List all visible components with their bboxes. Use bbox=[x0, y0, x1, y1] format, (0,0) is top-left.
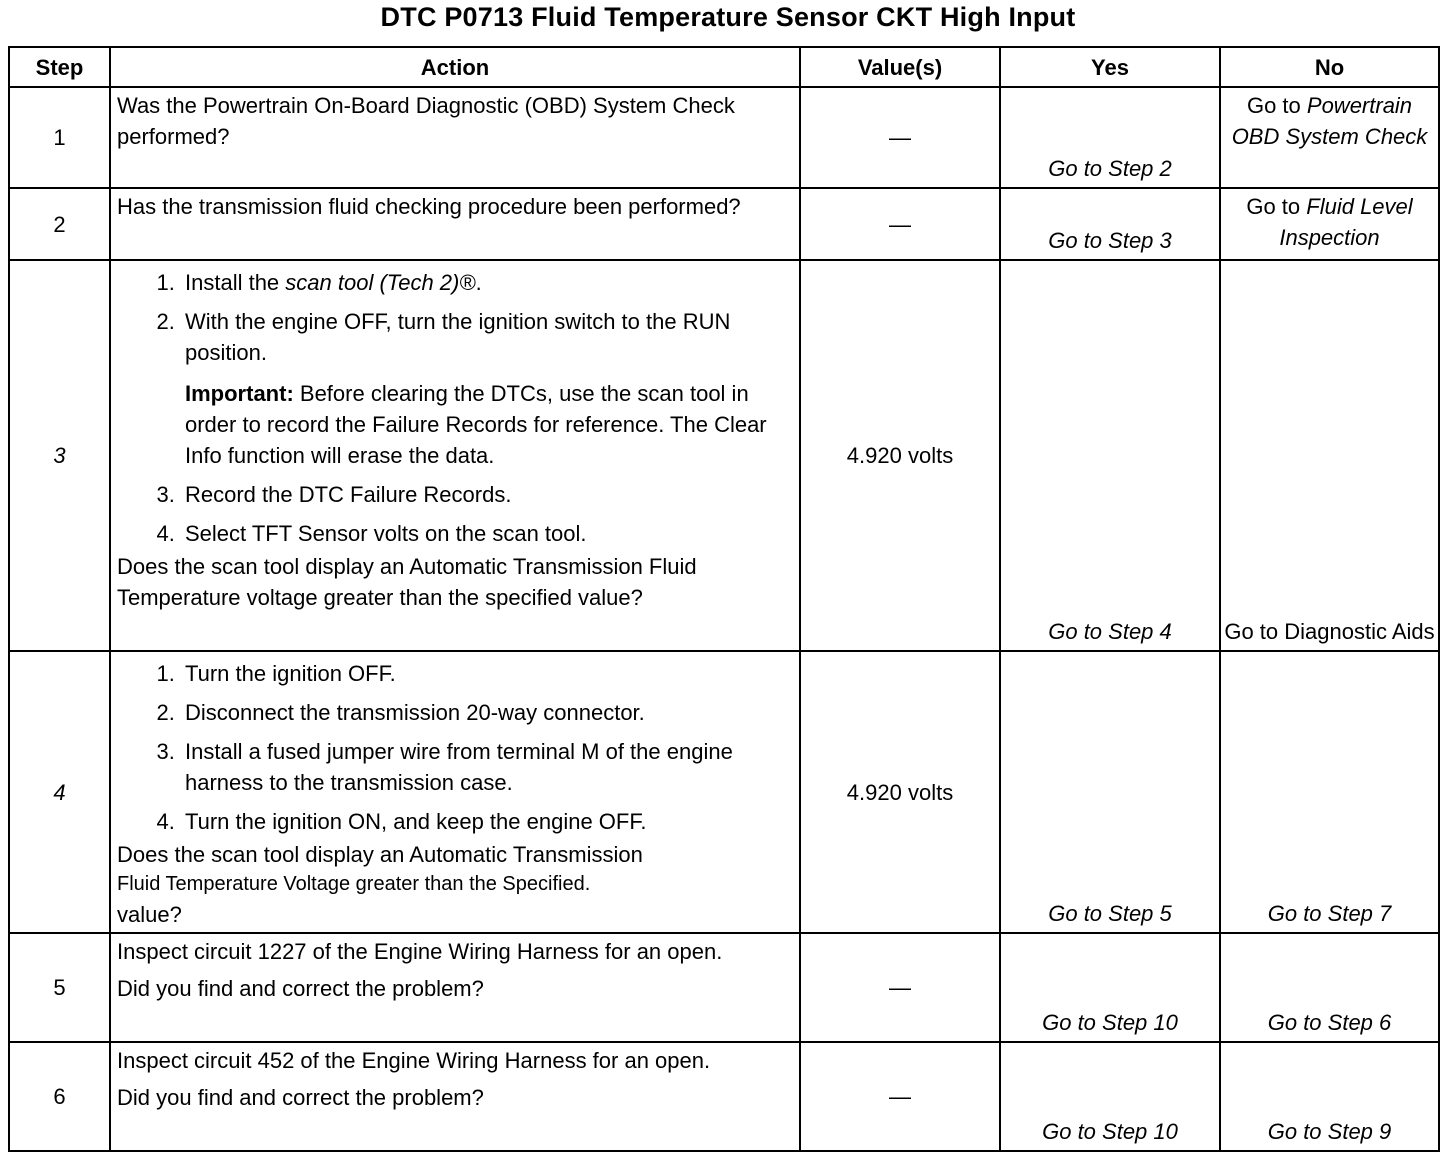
step-number: 1 bbox=[9, 87, 110, 188]
list-item: 2. Disconnect the transmission 20-way connector. bbox=[181, 697, 793, 728]
list-item: 3. Install a fused jumper wire from terminal M of the engine harness to the transmission case. bbox=[181, 736, 793, 798]
table-row-step-4 bbox=[9, 651, 1439, 933]
yes-link[interactable]: Go to Step 2 bbox=[1000, 87, 1220, 188]
action-cell bbox=[110, 1042, 800, 1151]
yes-link[interactable]: Go to Step 3 bbox=[1000, 188, 1220, 260]
header-row bbox=[9, 47, 1439, 87]
action-question: Did you find and correct the problem? bbox=[117, 976, 484, 1001]
no-link[interactable]: Go to Powertrain OBD System Check bbox=[1220, 87, 1439, 188]
header-values: Value(s) bbox=[800, 47, 1000, 87]
page-title: DTC P0713 Fluid Temperature Sensor CKT High Input bbox=[380, 2, 1076, 32]
list-item: 4. Select TFT Sensor volts on the scan tool. bbox=[181, 518, 793, 549]
header-no: No bbox=[1220, 47, 1439, 87]
action-steps-list bbox=[117, 658, 793, 837]
step-number: 5 bbox=[9, 933, 110, 1042]
yes-link[interactable]: Go to Step 4 bbox=[1000, 260, 1220, 651]
action-question-line: Does the scan tool display an Automatic Transmission bbox=[117, 842, 643, 867]
header-yes: Yes bbox=[1000, 47, 1220, 87]
table-row-step-6 bbox=[9, 1042, 1439, 1151]
action-text: Inspect circuit 452 of the Engine Wiring Harness for an open. bbox=[117, 1048, 711, 1073]
action-question-line: Fluid Temperature Voltage greater than the Specified. bbox=[117, 873, 591, 895]
no-link[interactable]: Go to Step 9 bbox=[1220, 1042, 1439, 1151]
list-item: 4. Turn the ignition ON, and keep the engine OFF. bbox=[181, 806, 793, 837]
value-cell: — bbox=[800, 933, 1000, 1042]
table-row-step-2 bbox=[9, 188, 1439, 260]
no-link[interactable]: Go to Diagnostic Aids bbox=[1220, 260, 1439, 651]
value-cell: 4.920 volts bbox=[800, 651, 1000, 933]
step-number: 3 bbox=[9, 260, 110, 651]
action-question-line: value? bbox=[117, 902, 182, 927]
action-text: Was the Powertrain On-Board Diagnostic (OBD) System Check performed? bbox=[110, 87, 800, 188]
value-cell: — bbox=[800, 188, 1000, 260]
action-question: Did you find and correct the problem? bbox=[117, 1085, 484, 1110]
yes-link[interactable]: Go to Step 10 bbox=[1000, 933, 1220, 1042]
step-number: 6 bbox=[9, 1042, 110, 1151]
header-action: Action bbox=[110, 47, 800, 87]
action-cell bbox=[110, 651, 800, 933]
no-link[interactable]: Go to Step 6 bbox=[1220, 933, 1439, 1042]
diagnostic-table bbox=[8, 46, 1440, 1152]
step-number: 4 bbox=[9, 651, 110, 933]
list-item: 2. With the engine OFF, turn the ignition switch to the RUN position. Important: Before clearing the DTCs, use the scan tool in order to record the Failure Records for reference. The Clear Info function will erase the data. bbox=[181, 306, 793, 471]
table-row-step-3 bbox=[9, 260, 1439, 651]
action-question: Does the scan tool display an Automatic Transmission Fluid Temperature voltage greater than the specified value? bbox=[117, 554, 697, 610]
action-text: Inspect circuit 1227 of the Engine Wiring Harness for an open. bbox=[117, 939, 723, 964]
yes-link[interactable]: Go to Step 10 bbox=[1000, 1042, 1220, 1151]
table-row-step-1 bbox=[9, 87, 1439, 188]
list-item: 3. Record the DTC Failure Records. bbox=[181, 479, 793, 510]
action-steps-list bbox=[117, 267, 793, 549]
no-link[interactable]: Go to Step 7 bbox=[1220, 651, 1439, 933]
yes-link[interactable]: Go to Step 5 bbox=[1000, 651, 1220, 933]
action-cell bbox=[110, 260, 800, 651]
value-cell: 4.920 volts bbox=[800, 260, 1000, 651]
action-text: Has the transmission fluid checking procedure been performed? bbox=[110, 188, 800, 260]
header-step: Step bbox=[9, 47, 110, 87]
value-cell: — bbox=[800, 1042, 1000, 1151]
step-number: 2 bbox=[9, 188, 110, 260]
list-item: 1. Turn the ignition OFF. bbox=[181, 658, 793, 689]
list-item: 1. Install the scan tool (Tech 2)®. bbox=[181, 267, 793, 298]
value-cell: — bbox=[800, 87, 1000, 188]
table-row-step-5 bbox=[9, 933, 1439, 1042]
no-link[interactable]: Go to Fluid Level Inspection bbox=[1220, 188, 1439, 260]
action-cell bbox=[110, 933, 800, 1042]
important-note: Important: Before clearing the DTCs, use the scan tool in order to record the Failure Records for reference. The Clear Info function will erase the data. bbox=[185, 381, 767, 468]
